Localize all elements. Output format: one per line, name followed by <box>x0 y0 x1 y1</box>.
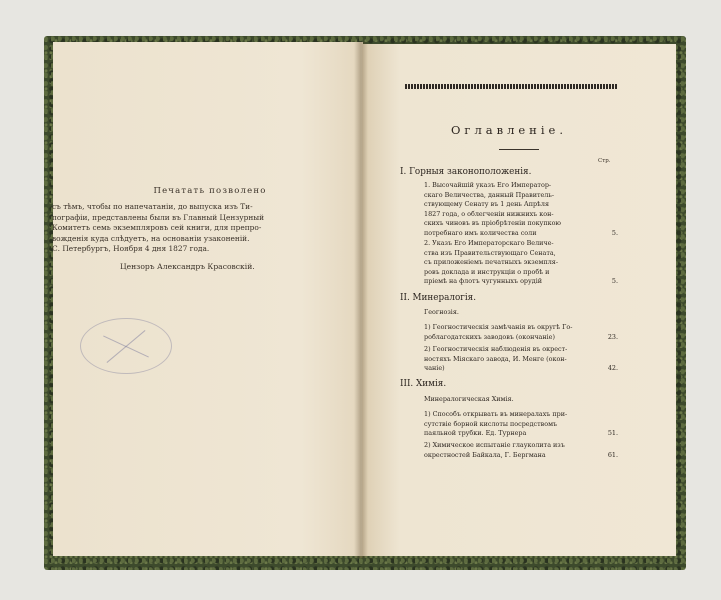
entry-line: паяльной трубки. Ед. Турнера <box>424 429 527 437</box>
page-number: 61. <box>607 450 618 459</box>
entry-line: ствующему Сенату въ 1 день Апрѣля <box>424 200 550 208</box>
toc-entry <box>424 441 618 460</box>
toc-entry <box>424 410 618 439</box>
toc-section-heading: I. Горныя законоположенiя. <box>400 167 532 177</box>
entry-line: 1) Способъ открывать въ минералахъ при- <box>424 410 568 418</box>
entry-line: 2. Указъ Его Императорскаго Величе- <box>424 239 554 247</box>
entry-line: 2) Химическое испытанiе глауколита изъ <box>424 441 565 449</box>
toc-entry <box>424 239 618 287</box>
imprimatur-line: Комитетъ семь экземпляровъ сей книги, для препро- <box>52 223 262 232</box>
entry-line: потребнаго имъ количества соли <box>424 228 537 237</box>
page-number: 5. <box>611 228 618 237</box>
toc-subheading: Минералогическая Химiя. <box>424 395 514 403</box>
toc-section-heading: II. Минералогiя. <box>400 293 477 303</box>
entry-line: скаго Величества, данный Правитель- <box>424 190 554 199</box>
entry-line: 2) Геогностическiя наблюденiя въ окрест- <box>424 345 568 353</box>
toc-entry <box>424 345 618 374</box>
entry-line: 1) Геогностическiя замѣчанiя въ округѣ Го- <box>424 323 573 331</box>
book-gutter <box>354 42 368 558</box>
entry-line: чанiе) <box>424 364 445 372</box>
entry-line: скихъ чиновъ въ прiобрѣтенiи покупкою <box>424 219 561 227</box>
toc-entry <box>424 181 618 238</box>
page-number: 42. <box>607 364 618 372</box>
page-column-label: Стр. <box>598 158 611 164</box>
page-number: 23. <box>607 332 618 341</box>
entry-line: роблагодатскихъ заводовъ (окончанiе) <box>424 332 555 341</box>
header-ornament <box>405 84 617 89</box>
bleed-through-text <box>120 80 350 150</box>
entry-line: 1. Высочайшiй указъ Его Император- <box>424 181 552 189</box>
censor-signature: Цензоръ Александръ Красовскiй. <box>120 261 255 271</box>
imprimatur-line: съ тѣмъ, чтобы по напечатанiи, до выпуска изъ Ти- <box>52 202 253 211</box>
imprimatur-line: пографiи, представлены были въ Главный Цензурный <box>52 212 265 222</box>
library-stamp <box>80 318 172 374</box>
entry-line: ровъ доклада и инструкцiи о пробѣ и <box>424 267 550 276</box>
table-of-contents-header <box>395 84 617 150</box>
imprimatur-line: вожденiя куда слѣдуетъ, на основанiи узаконенiй. <box>52 233 250 243</box>
entry-line: 1827 года, о облегченiи нижнихъ кон- <box>424 209 554 218</box>
toc-section-heading: III. Химiя. <box>400 379 447 389</box>
imprimatur-title: Печатать позволено <box>153 186 267 196</box>
imprimatur-line: С. Петербургъ, Ноября 4 дня 1827 года. <box>52 244 210 253</box>
title-rule <box>499 149 539 150</box>
toc-subheading: Геогнозiя. <box>424 308 459 316</box>
toc-entry <box>424 323 618 342</box>
page-number: 5. <box>611 277 618 285</box>
entry-line: окрестностей Байкала, Г. Бергмана <box>424 450 546 459</box>
stamp-stroke <box>107 330 146 363</box>
entry-line: ностяхъ Мiяскаго завода, И. Менге (окон- <box>424 354 567 363</box>
entry-line: сутствiе борной кислоты посредствомъ <box>424 419 558 428</box>
entry-line: прiемѣ на флотъ чугунныхъ орудiй <box>424 277 543 285</box>
entry-line: съ приложенiемъ печатныхъ экземпля- <box>424 258 558 266</box>
page-number: 51. <box>607 429 618 437</box>
imprimatur-block <box>52 186 330 271</box>
toc-title: Оглавленiе. <box>450 123 567 137</box>
entry-line: ства изъ Правительствующаго Сената, <box>424 248 556 257</box>
